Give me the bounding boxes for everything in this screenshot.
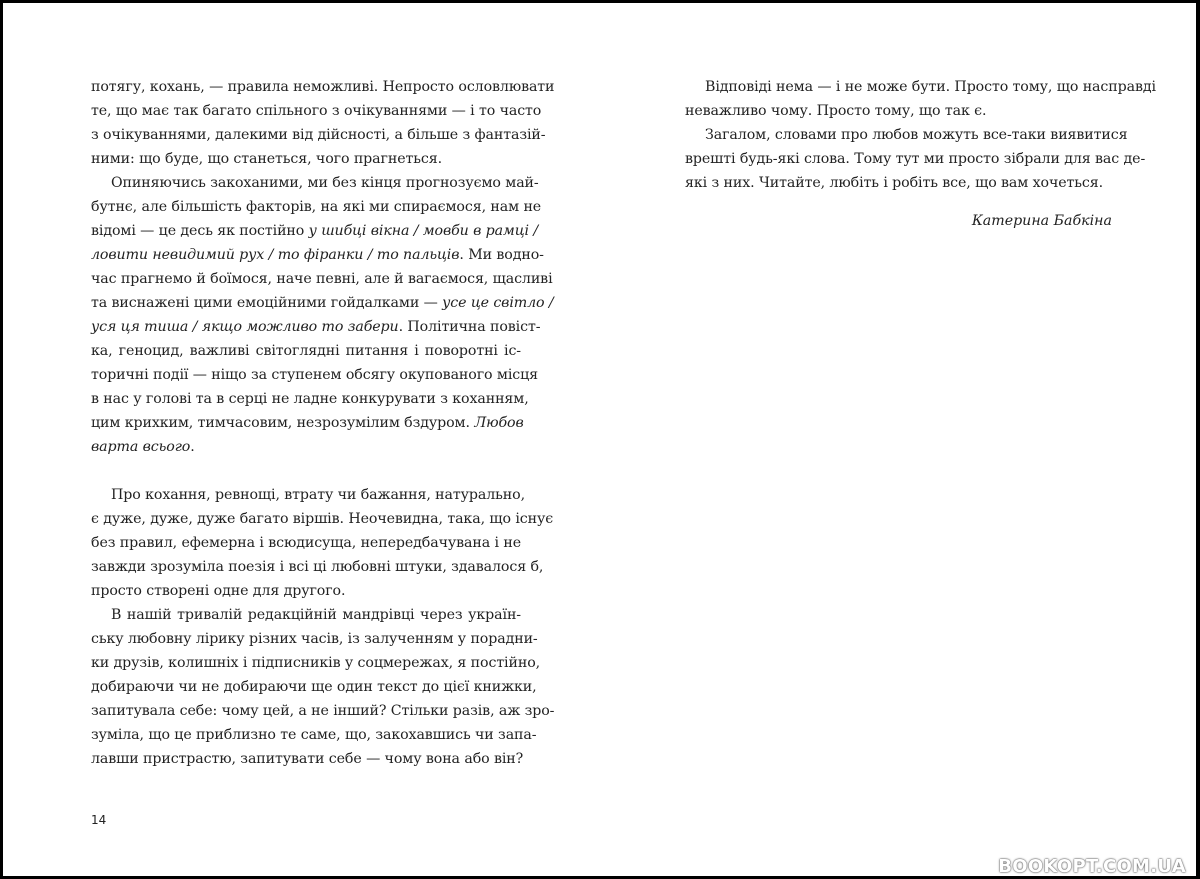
right-page [601, 3, 1196, 876]
text-line: лавши пристрастю, запитувати себе — чому вона або він? [91, 751, 524, 767]
text-line: відомі — це десь як постійно у шибці вікна / мовби в рамці / [91, 223, 539, 239]
text-line: які з них. Читайте, любіть і робіть все, що вам хочеться. [685, 175, 1104, 191]
text-line: зуміла, що це приблизно те саме, що, закохавшись чи запа- [91, 727, 537, 743]
text-line: з очікуваннями, далекими від дійсності, а більше з фантазій- [91, 127, 546, 143]
text-line: Про кохання, ревнощі, втрату чи бажання, натурально, [111, 487, 525, 503]
text-line: Відповіді нема — і не може бути. Просто тому, що насправді [705, 79, 1156, 95]
text-line: ними: що буде, що станеться, чого прагнеться. [91, 151, 442, 167]
text-line: ську любовну лірику різних часів, із залученням у порадни- [91, 631, 538, 647]
text-line: ки друзів, колишніх і підписників у соцмережах, я постійно, [91, 655, 541, 671]
page-number: 14 [91, 813, 107, 827]
watermark: BOOKOPT.COM.UA [998, 856, 1186, 877]
text-line: завжди зрозуміла поезія і всі ці любовні штуки, здавалося б, [91, 559, 544, 575]
text-line: те, що має так багато спільного з очікуваннями — і то часто [91, 103, 542, 119]
text-line: бутнє, але більшість факторів, на які ми спираємося, нам не [91, 199, 542, 215]
text-line: В нашій тривалій редакційній мандрівці через україн- [111, 607, 521, 623]
text-line: ловити невидимий рух / то фіранки / то пальців. Ми водно- [91, 247, 544, 263]
text-line: уся ця тиша / якщо можливо то забери. Політична повіст- [91, 319, 541, 335]
text-line: без правил, ефемерна і всюдисуща, непередбачувана і не [91, 535, 521, 551]
text-line: Опиняючись закоханими, ми без кінця прогнозуємо май- [111, 175, 539, 191]
text-line: врешті будь-які слова. Тому тут ми просто зібрали для вас де- [685, 151, 1146, 167]
text-line: Загалом, словами про любов можуть все-таки виявитися [705, 127, 1128, 143]
text-line: та виснажені цими емоційними гойдалками — усе це світло / [91, 295, 554, 311]
text-line: є дуже, дуже, дуже багато віршів. Неочевидна, така, що існує [91, 511, 554, 527]
text-line: потягу, кохань, — правила неможливі. Непросто ословлювати [91, 79, 555, 95]
text-line: торичні події — ніщо за ступенем обсягу окупованого місця [91, 367, 539, 383]
text-line: неважливо чому. Просто тому, що так є. [685, 103, 987, 119]
left-page [3, 3, 601, 876]
text-line: варта всього. [91, 439, 195, 455]
text-line: цим крихким, тимчасовим, незрозумілим бздуром. Любов [91, 415, 524, 431]
text-line: ка, геноцид, важливі світоглядні питання і поворотні іс- [91, 343, 521, 359]
text-line: запитувала себе: чому цей, а не інший? Стільки разів, аж зро- [91, 703, 555, 719]
text-line: час прагнемо й боїмося, наче певні, але й вагаємося, щасливі [91, 271, 553, 287]
text-line: добираючи чи не добираючи ще один текст до цієї книжки, [91, 679, 537, 695]
text-line: в нас у голові та в серці не ладне конкурувати з коханням, [91, 391, 529, 407]
author-signature: Катерина Бабкіна [971, 213, 1112, 229]
text-line: просто створені одне для другого. [91, 583, 346, 599]
book-spread [3, 3, 1196, 876]
